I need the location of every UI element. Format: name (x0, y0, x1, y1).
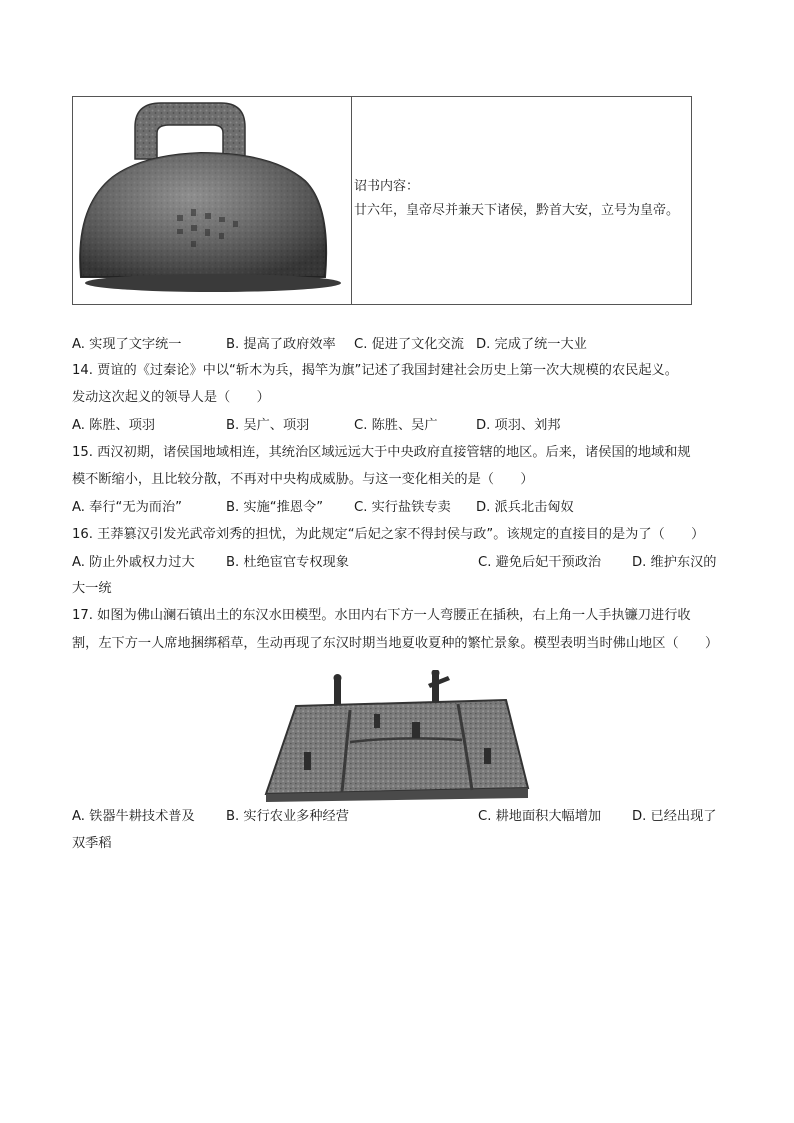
edict-text: 廿六年，皇帝尽并兼天下诸侯，黔首大安，立号为皇帝。 (354, 203, 680, 218)
q13-option-b[interactable]: B. 提高了政府效率 (226, 337, 336, 352)
paddy-field-model-image (262, 670, 532, 802)
q17-stem-line2: 割，左下方一人席地捆绑稻草，生动再现了东汉时期当地夏收夏种的繁忙景象。模型表明当时佛山地区（ ） (72, 636, 719, 651)
q16-option-c[interactable]: C. 避免后妃干预政治 (478, 555, 602, 570)
q14-option-c[interactable]: C. 陈胜、吴广 (354, 418, 438, 433)
q14-stem-line2: 发动这次起义的领导人是（ ） (72, 390, 270, 405)
q13-edict-cell (352, 97, 691, 304)
q17-stem-line1: 17. 如图为佛山澜石镇出土的东汉水田模型。水田内右下方一人弯腰正在插秧，右上角一人手执镰刀进行收 (72, 608, 691, 623)
q16-stem-line1: 16. 王莽篡汉引发光武帝刘秀的担忧，为此规定“后妃之家不得封侯与政”。该规定的直接目的是为了（ ） (72, 527, 705, 542)
q15-option-c[interactable]: C. 实行盐铁专卖 (354, 500, 451, 515)
q15-option-d[interactable]: D. 派兵北击匈奴 (476, 500, 574, 515)
q17-option-a[interactable]: A. 铁器牛耕技术普及 (72, 809, 195, 824)
q16-option-b[interactable]: B. 杜绝宦官专权现象 (226, 555, 349, 570)
q16-option-a[interactable]: A. 防止外戚权力过大 (72, 555, 195, 570)
q17-option-d[interactable]: D. 已经出现了 (632, 809, 717, 824)
q14-option-b[interactable]: B. 吴广、项羽 (226, 418, 310, 433)
q13-option-c[interactable]: C. 促进了文化交流 (354, 337, 464, 352)
q14-option-a[interactable]: A. 陈胜、项羽 (72, 418, 156, 433)
q14-option-d[interactable]: D. 项羽、刘邦 (476, 418, 561, 433)
q16-option-d-wrap: 大一统 (72, 581, 112, 596)
q13-option-a[interactable]: A. 实现了文字统一 (72, 337, 182, 352)
q17-option-c[interactable]: C. 耕地面积大幅增加 (478, 809, 602, 824)
q15-option-b[interactable]: B. 实施“推恩令” (226, 500, 324, 515)
q15-stem-line2: 模不断缩小，且比较分散，不再对中央构成威胁。与这一变化相关的是（ ） (72, 472, 534, 487)
q16-option-d[interactable]: D. 维护东汉的 (632, 555, 717, 570)
q17-option-d-wrap: 双季稻 (72, 836, 112, 851)
q13-image-cell (73, 97, 352, 304)
q13-table (72, 96, 692, 305)
edict-title: 诏书内容： (354, 179, 420, 194)
q15-option-a[interactable]: A. 奉行“无为而治” (72, 500, 182, 515)
bronze-weight-image (73, 97, 352, 304)
q15-stem-line1: 15. 西汉初期，诸侯国地域相连，其统治区域远远大于中央政府直接管辖的地区。后来，诸侯国的地域和规 (72, 445, 691, 460)
q17-option-b[interactable]: B. 实行农业多种经营 (226, 809, 349, 824)
q13-option-d[interactable]: D. 完成了统一大业 (476, 337, 587, 352)
q14-stem-line1: 14. 贾谊的《过秦论》中以“斩木为兵，揭竿为旗”记述了我国封建社会历史上第一次大规模的农民起义。 (72, 363, 678, 378)
